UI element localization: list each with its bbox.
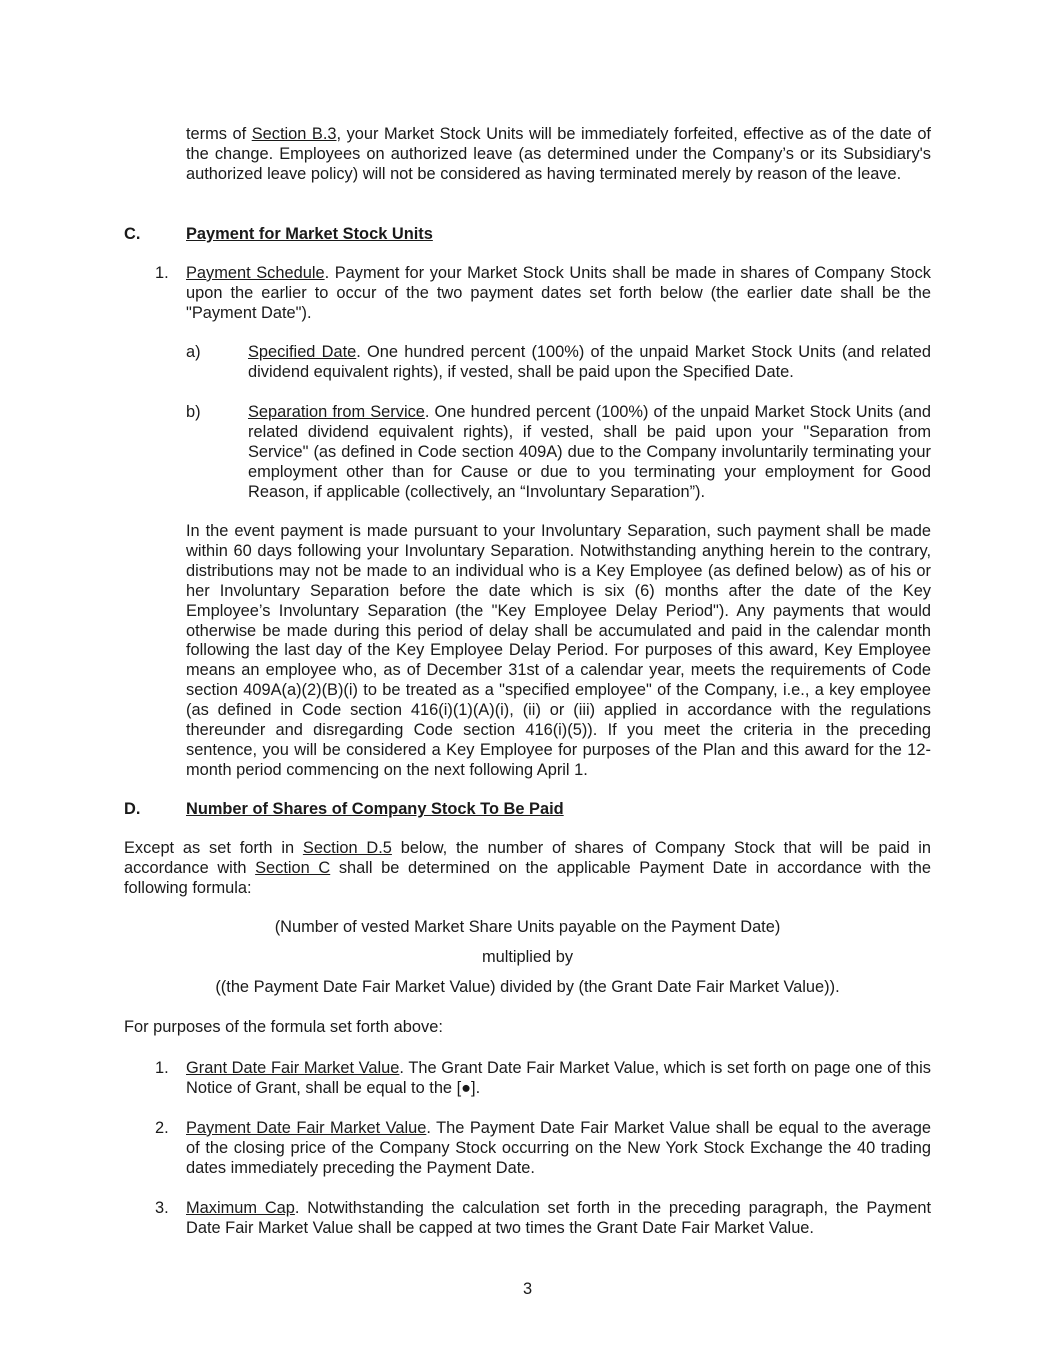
intro-text-2: , your Market Stock Units will be immediately forfeited, effective as of the date of the change. Employees on authorized leave (as determined under the Company’s or its Subsidiary's authorized leave policy) will not be considered as having terminated merely by reason of the leave.	[186, 125, 931, 183]
section-d5-reference: Section D.5	[302, 839, 392, 857]
c-item-1-number: 1.	[155, 264, 169, 282]
d-intro-text-1: Except as set forth in	[124, 839, 303, 857]
c-item-a-paragraph	[248, 343, 931, 383]
d-item-1-text: . The Grant Date Fair Market Value, which is set forth on page one of this Notice of Grant, shall be equal to the [●].	[186, 1059, 931, 1097]
d-intro-paragraph	[124, 839, 931, 899]
section-c-title: Payment for Market Stock Units	[186, 225, 433, 243]
section-d-letter: D.	[124, 800, 141, 818]
section-d-title: Number of Shares of Company Stock To Be Paid	[186, 800, 564, 818]
d-item-3-paragraph	[186, 1199, 931, 1239]
c-item-b-text: . One hundred percent (100%) of the unpaid Market Stock Units (and related dividend equivalent rights), if vested, shall be paid upon your "Separation from Service" (as defined in Code section 409A) due to the Company involuntarily terminating your employment other than for Cause or due to you terminating your employment for Good Reason, if applicable (collectively, an “Involuntary Separation”).	[248, 403, 931, 501]
d-intro-text-3: shall be determined on the applicable Payment Date in accordance with the following formula:	[124, 858, 932, 897]
intro-text-1: terms of	[186, 125, 252, 143]
d-intro-text-2: below, the number of shares of Company Stock that will be paid in accordance with	[124, 839, 932, 877]
formula-line-3: ((the Payment Date Fair Market Value) divided by (the Grant Date Fair Market Value)).	[215, 978, 840, 996]
d-item-1-paragraph	[186, 1059, 931, 1099]
d-item-2-number: 2.	[155, 1119, 169, 1137]
purposes-line: For purposes of the formula set forth above:	[124, 1018, 443, 1036]
section-b3-reference: Section B.3	[251, 125, 337, 143]
formula-line-1: (Number of vested Market Share Units payable on the Payment Date)	[274, 918, 781, 936]
c-item-a-text: . One hundred percent (100%) of the unpaid Market Stock Units (and related dividend equivalent rights), if vested, shall be paid upon the Specified Date.	[248, 343, 931, 381]
d-item-2-paragraph	[186, 1119, 931, 1179]
c-item-1-text: . Payment for your Market Stock Units shall be made in shares of Company Stock upon the earlier to occur of the two payment dates set forth below (the earlier date shall be the "Payment Date").	[186, 264, 931, 322]
page-number: 3	[522, 1280, 533, 1298]
d-item-2-label: Payment Date Fair Market Value	[186, 1119, 427, 1137]
d-item-3-text: . Notwithstanding the calculation set forth in the preceding paragraph, the Payment Date Fair Market Value shall be capped at two times the Grant Date Fair Market Value.	[186, 1199, 931, 1237]
d-item-3-number: 3.	[155, 1199, 169, 1217]
section-c-reference: Section C	[255, 858, 331, 877]
intro-paragraph	[186, 125, 931, 185]
c-item-a-letter: a)	[186, 343, 201, 361]
section-c-letter: C.	[124, 225, 141, 243]
c-item-b-letter: b)	[186, 403, 201, 421]
c-item-b-paragraph	[248, 403, 931, 503]
d-item-2-text: . The Payment Date Fair Market Value shall be equal to the average of the closing price of the Company Stock occurring on the New York Stock Exchange the 40 trading dates immediately preceding the Payment Date.	[186, 1119, 931, 1177]
d-item-1-label: Grant Date Fair Market Value	[186, 1059, 400, 1077]
d-item-3-label: Maximum Cap	[186, 1199, 295, 1217]
key-employee-paragraph: In the event payment is made pursuant to your Involuntary Separation, such payment shall be made within 60 days following your Involuntary Separation. Notwithstanding anything herein to the contrary, distributions may not be made to an individual who is a Key Employee (as defined below) as of his or her Involuntary Separation before the date which is six (6) months after the date of the Key Employee’s Involuntary Separation (the "Key Employee Delay Period"). Any payments that would otherwise be made during this period of delay shall be accumulated and paid in the calendar month following the last day of the Key Employee Delay Period. For purposes of this award, Key Employee means an employee who, as of December 31st of a calendar year, meets the requirements of Code section 409A(a)(2)(B)(i) to be treated as a "specified employee" of the Company, i.e., a key employee (as defined in Code section 416(i)(1)(A)(i), (ii) or (iii) applied in accordance with the regulations thereunder and disregarding Code section 416(i)(5)). If you meet the criteria in the preceding sentence, you will be considered a Key Employee for purposes of the Plan and this award for the 12-month period commencing on the next following April 1.	[186, 522, 931, 779]
c-item-1-label: Payment Schedule	[186, 264, 325, 282]
c-item-a-label: Specified Date	[248, 343, 357, 361]
c-item-b-label: Separation from Service	[248, 403, 425, 421]
d-item-1-number: 1.	[155, 1059, 169, 1077]
formula-line-2: multiplied by	[481, 948, 574, 966]
c-item-1-paragraph	[186, 264, 931, 324]
